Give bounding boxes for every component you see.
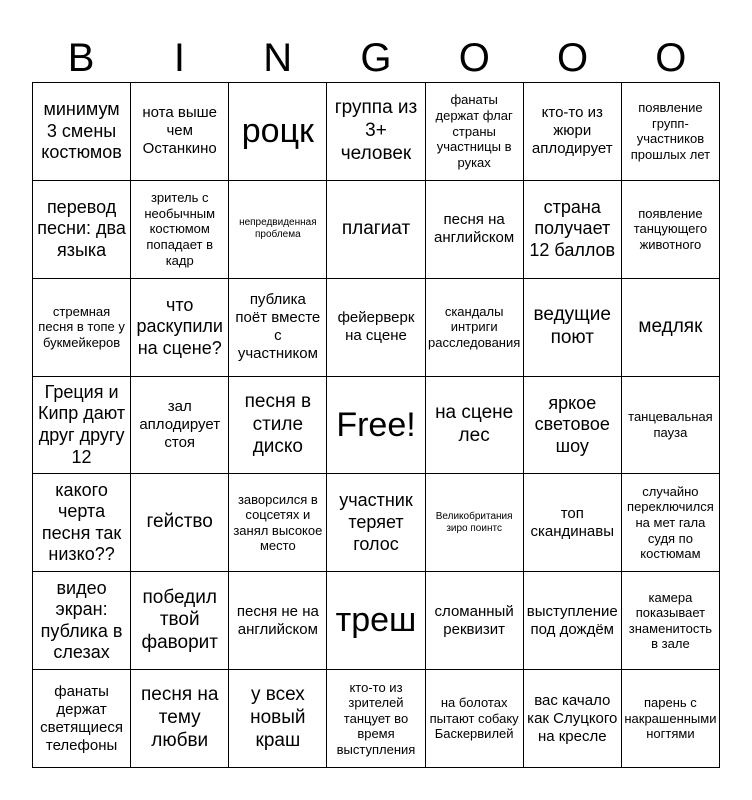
bingo-cell[interactable]: танцевальная пауза — [622, 377, 720, 475]
header-letter-7: O — [655, 36, 687, 80]
free-space-cell[interactable]: Free! — [327, 377, 425, 475]
bingo-cell[interactable]: медляк — [622, 279, 720, 377]
bingo-cell[interactable]: стремная песня в топе у букмейкеров — [33, 279, 131, 377]
bingo-cell[interactable]: парень с накрашенными ногтями — [622, 670, 720, 768]
bingo-cell[interactable]: яркое световое шоу — [524, 377, 622, 475]
bingo-cell[interactable]: минимум 3 смены костюмов — [33, 83, 131, 181]
header-letter-3: N — [263, 36, 293, 80]
bingo-cell[interactable]: песня в стиле диско — [229, 377, 327, 475]
bingo-cell[interactable]: публика поёт вместе с участником — [229, 279, 327, 377]
bingo-cell[interactable]: страна получает 12 баллов — [524, 181, 622, 279]
bingo-cell[interactable]: выступление под дождём — [524, 572, 622, 670]
bingo-cell[interactable]: на сцене лес — [426, 377, 524, 475]
bingo-cell[interactable]: случайно переключился на мет гала судя по костюмам — [622, 474, 720, 572]
bingo-cell[interactable]: гейство — [131, 474, 229, 572]
bingo-cell[interactable]: фейерверк на сцене — [327, 279, 425, 377]
bingo-cell[interactable]: скандалы интриги расследования — [426, 279, 524, 377]
bingo-cell[interactable]: заворсился в соцсетях и занял высокое место — [229, 474, 327, 572]
bingo-cell[interactable]: группа из 3+ человек — [327, 83, 425, 181]
header-letter-6: O — [556, 36, 589, 80]
bingo-cell[interactable]: на болотах пытают собаку Баскервилей — [426, 670, 524, 768]
bingo-cell[interactable]: что раскупили на сцене? — [131, 279, 229, 377]
bingo-cell[interactable]: треш — [327, 572, 425, 670]
bingo-cell[interactable]: какого черта песня так низко?? — [33, 474, 131, 572]
bingo-cell[interactable]: непредвиденная проблема — [229, 181, 327, 279]
bingo-cell[interactable]: участник теряет голос — [327, 474, 425, 572]
bingo-cell[interactable]: появление танцующего животного — [622, 181, 720, 279]
bingo-cell[interactable]: появление групп-участников прошлых лет — [622, 83, 720, 181]
bingo-cell[interactable]: перевод песни: два языка — [33, 181, 131, 279]
header-letter-1: B — [67, 36, 95, 80]
bingo-cell[interactable]: у всех новый краш — [229, 670, 327, 768]
header-letter-2: I — [173, 36, 185, 80]
bingo-cell[interactable]: победил твой фаворит — [131, 572, 229, 670]
bingo-cell[interactable]: песня не на английском — [229, 572, 327, 670]
bingo-cell[interactable]: ведущие поют — [524, 279, 622, 377]
bingo-grid — [32, 82, 720, 768]
bingo-cell[interactable]: фанаты держат флаг страны участницы в руках — [426, 83, 524, 181]
header-letter-5: O — [458, 36, 490, 80]
bingo-cell[interactable]: зритель с необычным костюмом попадает в кадр — [131, 181, 229, 279]
bingo-cell[interactable]: топ скандинавы — [524, 474, 622, 572]
bingo-cell[interactable]: песня на английском — [426, 181, 524, 279]
bingo-cell[interactable]: зал аплодирует стоя — [131, 377, 229, 475]
bingo-cell[interactable]: песня на тему любви — [131, 670, 229, 768]
bingo-header — [32, 34, 720, 82]
bingo-cell[interactable]: фанаты держат светящиеся телефоны — [33, 670, 131, 768]
bingo-cell[interactable]: кто-то из зрителей танцует во время выступления — [327, 670, 425, 768]
bingo-cell[interactable]: кто-то из жюри аплодирует — [524, 83, 622, 181]
bingo-cell[interactable]: плагиат — [327, 181, 425, 279]
bingo-cell[interactable]: камера показывает знаменитость в зале — [622, 572, 720, 670]
bingo-cell[interactable]: видео экран: публика в слезах — [33, 572, 131, 670]
header-letter-4: G — [360, 36, 392, 80]
bingo-cell[interactable]: сломанный реквизит — [426, 572, 524, 670]
bingo-cell[interactable]: Великобритания зиро поинтс — [426, 474, 524, 572]
bingo-cell[interactable]: Греция и Кипр дают друг другу 12 — [33, 377, 131, 475]
bingo-cell[interactable]: роцк — [229, 83, 327, 181]
bingo-cell[interactable]: вас качало как Слуцкого на кресле — [524, 670, 622, 768]
bingo-cell[interactable]: нота выше чем Останкино — [131, 83, 229, 181]
